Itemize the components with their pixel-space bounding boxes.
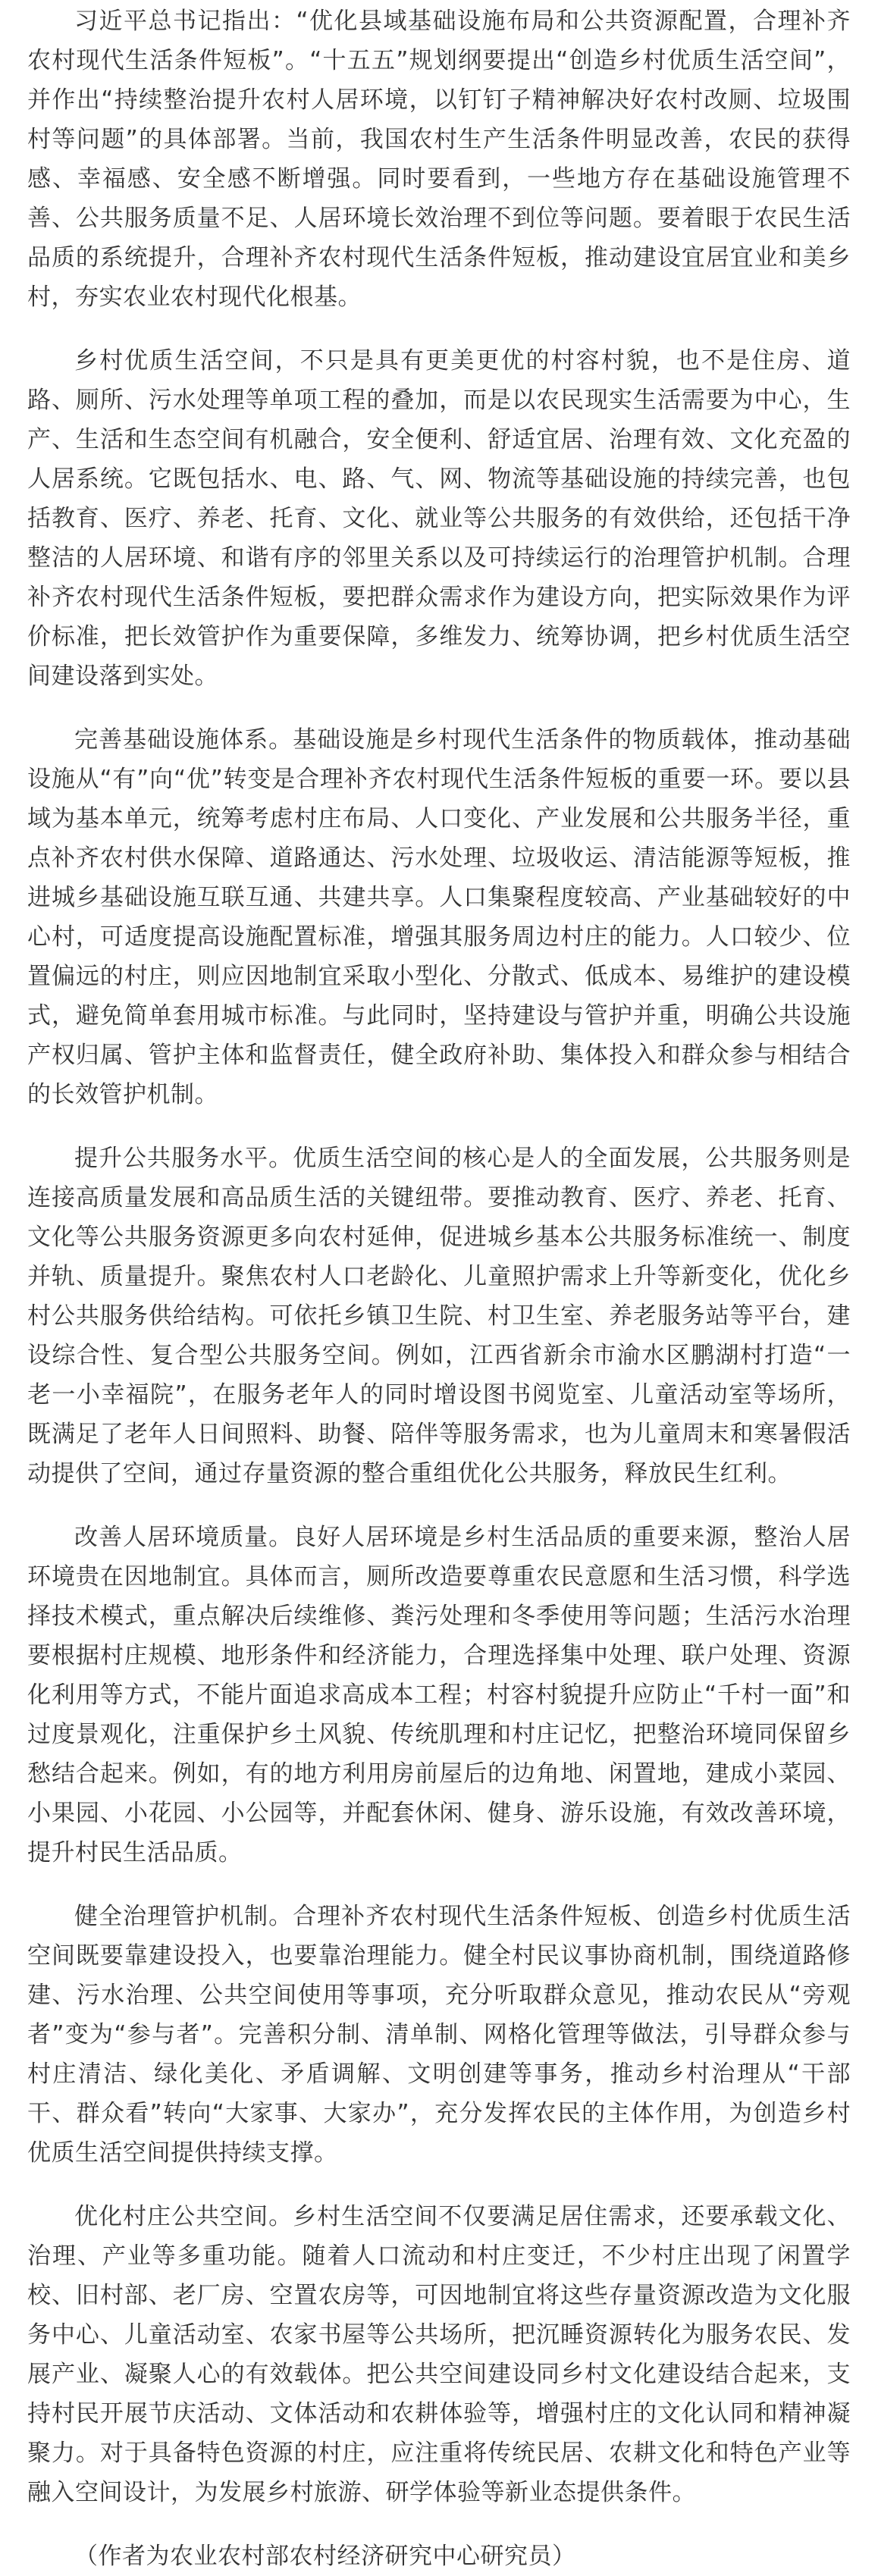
paragraph-public-services: 提升公共服务水平。优质生活空间的核心是人的全面发展，公共服务则是连接高质量发展和高品质生活的关键纽带。要推动教育、医疗、养老、托育、文化等公共服务资源更多向农村延伸，促进城乡基本公共服务标准统一、制度并轨、质量提升。聚焦农村人口老龄化、儿童照护需求上升等新变化，优化乡村公共服务供给结构。可依托乡镇卫生院、村卫生室、养老服务站等平台，建设综合性、复合型公共服务空间。例如，江西省新余市渝水区鹏湖村打造“一老一小幸福院”，在服务老年人的同时增设图书阅览室、儿童活动室等场所，既满足了老年人日间照料、助餐、陪伴等服务需求，也为儿童周末和寒暑假活动提供了空间，通过存量资源的整合重组优化公共服务，释放民生红利。 xyxy=(27,1145,851,1487)
paragraph-infrastructure: 完善基础设施体系。基础设施是乡村现代生活条件的物质载体，推动基础设施从“有”向“优”转变是合理补齐农村现代生活条件短板的重要一环。要以县域为基本单元，统筹考虑村庄布局、人口变化、产业发展和公共服务半径，重点补齐农村供水保障、道路通达、污水处理、垃圾收运、清洁能源等短板，推进城乡基础设施互联互通、共建共享。人口集聚程度较高、产业基础较好的中心村，可适度提高设施配置标准，增强其服务周边村庄的能力。人口较少、位置偏远的村庄，则应因地制宜采取小型化、分散式、低成本、易维护的建设模式，避免简单套用城市标准。与此同时，坚持建设与管护并重，明确公共设施产权归属、管护主体和监督责任，健全政府补助、集体投入和群众参与相结合的长效管护机制。 xyxy=(27,726,851,1108)
paragraph-intro: 习近平总书记指出：“优化县域基础设施布局和公共资源配置，合理补齐农村现代生活条件短板”。“十五五”规划纲要提出“创造乡村优质生活空间”，并作出“持续整治提升农村人居环境，以钉钉子精神解决好农村改厕、垃圾围村等问题”的具体部署。当前，我国农村生产生活条件明显改善，农民的获得感、幸福感、安全感不断增强。同时要看到，一些地方存在基础设施管理不善、公共服务质量不足、人居环境长效治理不到位等问题。要着眼于农民生活品质的系统提升，合理补齐农村现代生活条件短板，推动建设宜居宜业和美乡村，夯实农业农村现代化根基。 xyxy=(27,8,851,311)
author-note: （作者为农业农村部农村经济研究中心研究员） xyxy=(74,2543,576,2570)
paragraph-governance: 健全治理管护机制。合理补齐农村现代生活条件短板、创造乡村优质生活空间既要靠建设投入，也要靠治理能力。健全村民议事协商机制，围绕道路修建、污水治理、公共空间使用等事项，充分听取群众意见，推动农民从“旁观者”变为“参与者”。完善积分制、清单制、网格化管理等做法，引导群众参与村庄清洁、绿化美化、矛盾调解、文明创建等事务，推动乡村治理从“干部干、群众看”转向“大家事、大家办”，充分发挥农民的主体作用，为创造乡村优质生活空间提供持续支撑。 xyxy=(27,1903,851,2167)
paragraph-living-environment: 改善人居环境质量。良好人居环境是乡村生活品质的重要来源，整治人居环境贵在因地制宜。具体而言，厕所改造要尊重农民意愿和生活习惯，科学选择技术模式，重点解决后续维修、粪污处理和冬季使用等问题；生活污水治理要根据村庄规模、地形条件和经济能力，合理选择集中处理、联户处理、资源化利用等方式，不能片面追求高成本工程；村容村貌提升应防止“千村一面”和过度景观化，注重保护乡土风貌、传统肌理和村庄记忆，把整治环境同保留乡愁结合起来。例如，有的地方利用房前屋后的边角地、闲置地，建成小菜园、小果园、小花园、小公园等，并配套休闲、健身、游乐设施，有效改善环境，提升村民生活品质。 xyxy=(27,1524,851,1866)
paragraph-definition: 乡村优质生活空间，不只是具有更美更优的村容村貌，也不是住房、道路、厕所、污水处理等单项工程的叠加，而是以农民现实生活需要为中心，生产、生活和生态空间有机融合，安全便利、舒适宜居、治理有效、文化充盈的人居系统。它既包括水、电、路、气、网、物流等基础设施的持续完善，也包括教育、医疗、养老、托育、文化、就业等公共服务的有效供给，还包括干净整洁的人居环境、和谐有序的邻里关系以及可持续运行的治理管护机制。合理补齐农村现代生活条件短板，要把群众需求作为建设方向，把实际效果作为评价标准，把长效管护作为重要保障，多维发力、统筹协调，把乡村优质生活空间建设落到实处。 xyxy=(27,347,851,690)
paragraph-public-space: 优化村庄公共空间。乡村生活空间不仅要满足居住需求，还要承载文化、治理、产业等多重功能。随着人口流动和村庄变迁，不少村庄出现了闲置学校、旧村部、老厂房、空置农房等，可因地制宜将这些存量资源改造为文化服务中心、儿童活动室、农家书屋等公共场所，把沉睡资源转化为服务农民、发展产业、凝聚人心的有效载体。把公共空间建设同乡村文化建设结合起来，支持村民开展节庆活动、文体活动和农耕体验等，增强村庄的文化认同和精神凝聚力。对于具备特色资源的村庄，应注重将传统民居、农耕文化和特色产业等融入空间设计，为发展乡村旅游、研学体验等新业态提供条件。 xyxy=(27,2203,851,2506)
